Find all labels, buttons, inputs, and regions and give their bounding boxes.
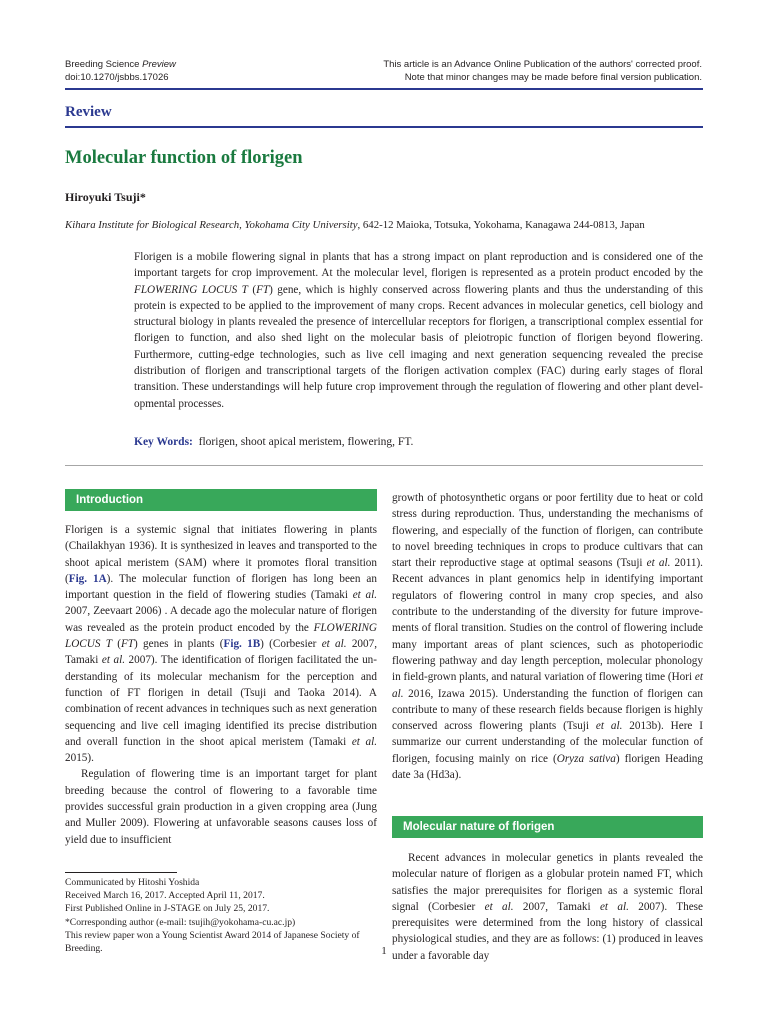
- article-type: Review: [65, 104, 112, 120]
- title-rule: [65, 126, 703, 128]
- intro-paragraph-2: Regulation of flowering time is an important target for plant breeding because the control of flowering to a favorable time provides successful grain production in a given cropping area (Jung and Muller 2009). Flowering at unfavorable seasons causes loss of yield due to insufficient: [65, 768, 377, 846]
- fig-1b-link[interactable]: Fig. 1B: [223, 638, 261, 651]
- publication-notice: This article is an Advance Online Publication of the authors' corrected proof. Note that minor changes may be made before final version publication.: [383, 59, 702, 83]
- keywords-text: florigen, shoot apical meristem, flowering, FT.: [198, 436, 414, 448]
- intro-paragraph-3: growth of photosynthetic organs or poor fertility due to heat or cold stress during reproduction. Thus, understanding the mechanisms of flowering, and especially of the function of florigen, can contribute to novel breeding techniques in crops to produce cultivars that can start their reproductive stage at optimal seasons (Tsuji et al. 2011). Recent advances in plant genomics help in identifying important regulators of flowering control in many crop species, and also contribute to the understanding of the diversity for future improvements of floral transition. Studies on the control of flowering include many important areas of plant sciences, such as photoperiodic flowering pathway and day length perception, molecular phonology in field-grown plants, and natural variation of flowering time (Hori et al. 2016, Izawa 2015). Understanding the function of florigen can contribute to many of these research fields because florigen is highly conserved across flowering plants (Tsuji et al. 2013b). Here I summarize our current understanding of the molecular function of florigen, focusing mainly on rice (Oryza sativa) florigen Heading date 3a (Hd3a).: [392, 492, 704, 782]
- header-rule: [65, 88, 703, 90]
- journal-name: Breeding Science Preview: [65, 59, 176, 70]
- section-heading-molecular-nature: Molecular nature of florigen: [392, 816, 703, 838]
- keywords: [134, 436, 413, 448]
- article-title: Molecular function of florigen: [65, 148, 303, 168]
- molecular-paragraph-1: Recent advances in molecular genetics in plants revealed the molecular nature of florigen as a globular protein named FT, which satisfies the major prerequisites for florigen as a systemic floral signal (Corbesier et al. 2007, Tamaki et al. 2007). These prerequisites were determined from the long history of classical physiological studies, and they are as follows: (1) produced in leaves under a favorable day: [392, 852, 703, 962]
- author: Hiroyuki Tsuji*: [65, 190, 146, 204]
- keywords-label: Key Words:: [134, 436, 193, 448]
- section-heading-introduction: Introduction: [65, 489, 377, 511]
- intro-paragraph-1: Florigen is a systemic signal that initiates flowering in plants (Chailakhyan 1936). It is synthesized in leaves and transported to the shoot apical meristem (SAM) where it promotes floral transition (Fig. 1A). The molecular function of florigen has long been an important question in the field of flowering studies (Tamaki et al. 2007, Zeevaart 2006) . A decade ago the molecular nature of florigen was revealed as the protein product encoded by the FLOWERING LOCUS T (FT) genes in plants (Fig. 1B) (Corbesier et al. 2007, Tamaki et al. 2007). The identification of florigen facilitated the understanding of its molecular mechanism for the perception and function of FT florigen in detail (Tsuji and Taoka 2014). A combination of recent advances in techniques such as next generation sequencing and live cell imaging identified its precise distribution and overall function in the shoot apical meristem (Tamaki et al. 2015).: [65, 524, 378, 765]
- affiliation: Kihara Institute for Biological Research, Yokohama City University, 642-12 Maioka, Totsuka, Yokohama, Kanagawa 244-0813, Japan: [65, 219, 645, 231]
- page-number: 1: [381, 945, 387, 957]
- fig-1a-link[interactable]: Fig. 1A: [68, 572, 107, 585]
- doi: doi:10.1270/jsbbs.17026: [65, 71, 169, 83]
- left-column: [65, 522, 377, 848]
- abstract: Florigen is a mobile flowering signal in plants that has a strong impact on plant reproduction and is considered one of the important targets for crop improvement. At the molecular level, florigen is represented as a protein product encoded by the FLOWERING LOCUS T (FT) gene, which is highly conserved across flowering plants and thus the understanding of this protein is expected to be applied to the improvement of many crops. Recent advances in molecular genetics, cell biology and structural biology in plants revealed the presence of intercellular receptors for florigen, a transcriptional complex essential for florigen to function, and also shed light on the molecular basis of pleiotropic function of florigen beyond flowering. Furthermore, cutting-edge technologies, such as live cell imaging and next generation sequencing revealed the precise distribution of florigen and transcriptional targets of the florigen activation complex (FAC) during early stages of floral transition. These understandings will help future crop improvement through the regulation of flowering and other plant developmental processes.: [134, 251, 703, 410]
- footnote-rule: [65, 872, 177, 873]
- journal-header: [65, 59, 176, 84]
- abstract-rule: [65, 465, 703, 466]
- footnotes: Communicated by Hitoshi Yoshida Received March 16, 2017. Accepted April 11, 2017. First Published Online in J-STAGE on July 25, 2017. *Corresponding author (e-mail: tsujih@yokohama-cu.ac.jp) This review paper won a Young Scientist Award 2014 of Japanese Society of Breeding.: [65, 877, 360, 955]
- right-column: [392, 490, 703, 783]
